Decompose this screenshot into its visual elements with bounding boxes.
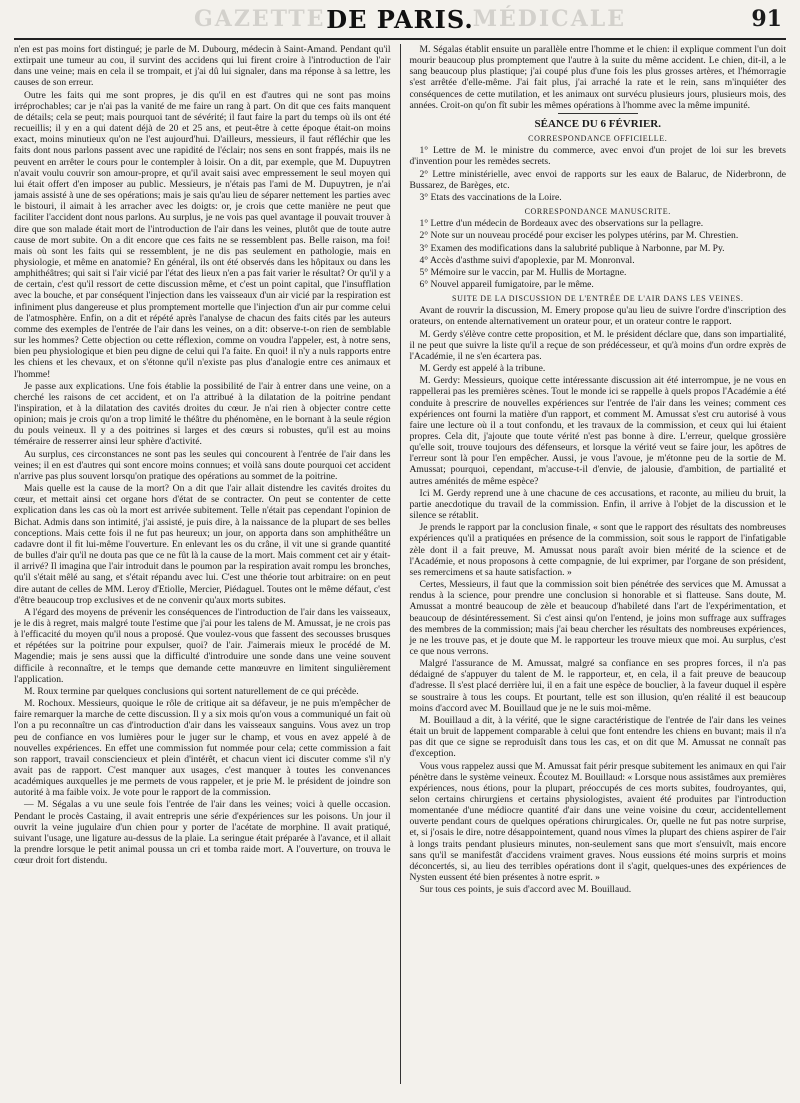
paragraph: M. Rochoux. Messieurs, quoique le rôle de critique ait sa défaveur, je ne puis m'empêcher de faire remarquer la marche de cette discussion. Il y a six mois qu'on vous a communiqué un fait où l'on a pu reconnaître un cas d'introduction d'air dans les vaisseaux sanguins. Vous avez un trop peu de confiance en vos lumières pour le juger sur le champ, et vous en avez appelé à de nouvelles expériences. En effet une commission fut nommée pour cela; cette commission a fait son rapport, travail consciencieux et plein d'intérêt, et chacun vient ici discuter comme s'il n'y avait pas de rapport. C'est manquer aux usages, c'est manquer à toutes les convenances académiques auxquelles je me permets de vous rappeler, et je prie M. le président de joindre son autorité à ma faible voix. Je vote pour le rapport de la commission. (14, 698, 391, 799)
text-columns (14, 44, 786, 1084)
list-item: 1° Lettre d'un médecin de Bordeaux avec des observations sur la pellagre. (419, 218, 704, 230)
section-heading-manuscript: CORRESPONDANCE MANUSCRITE. (524, 207, 671, 217)
paragraph: Je prends le rapport par la conclusion finale, « sont que le rapport des résultats des nombreuses expériences qu'il a pratiquées en présence de la commission, soit sous le rapport de l'infatigable zèle dont il a fait preuve, M. Amussat nous paraît avoir bien mérité de la science et de l'Académie, et nous proposons à cette compagnie, de lui exprimer, par l'organe de son président, ses remercimens et sa haute satisfaction. » (409, 522, 786, 578)
paragraph: n'en est pas moins fort distingué; je parle de M. Dubourg, médecin à Saint-Amand. Pendant qu'il extirpait une tumeur au cou, il survint des accidens qui lui firent croire à l'introduction de l'air dans une veine; mais en cela il se trompait, et j'ai dû lui signaler, dans ma réponse à sa lettre, les causes de son erreur. (14, 44, 391, 89)
list-item: 3° Etats des vaccinations de la Loire. (419, 191, 562, 203)
list-item: 3° Examen des modifications dans la salubrité publique à Narbonne, par M. Py. (419, 242, 725, 254)
left-column (14, 44, 400, 1084)
paragraph: M. Gerdy est appelé à la tribune. (419, 363, 546, 375)
paragraph: — M. Ségalas a vu une seule fois l'entrée de l'air dans les veines; voici à quelle occasion. Pendant le procès Castaing, il avait entrepris une série d'expériences sur les poisons. Un jour il ouvrit la veine jugulaire d'un chien pour y porter de l'acétate de morphine. Il avait pratiqué, suivant l'usage, une ligature au-dessus de la plaie. La seringue était préparée à l'avance, et il allait la prendre lorsque le petit animal poussa un cri et tomba raide mort. A l'ouverture, on trouva le cœur droit fort distendu. (14, 799, 391, 867)
paragraph: M. Ségalas établit ensuite un parallèle entre l'homme et le chien: il explique comment l'un doit mourir beaucoup plus promptement que l'autre à la suite du même accident. Le chien, dit-il, a le sang beaucoup plus plastique; j'ai coupé plus d'une fois les plus grosses artères, et l'hémorragie s'est arrêtée d'elle-même. J'ai fait plus, j'ai arraché la rate et le rein, sans m'inquiéter des conséquences de cette mutilation, et les animaux ont survécu plusieurs jours, plusieurs mois, des années. Croit-on qu'on fît subir les mêmes opérations à l'homme avec la même impunité. (409, 44, 786, 111)
masthead (14, 0, 786, 40)
list-item: 6° Nouvel appareil fumigatoire, par le même. (419, 278, 594, 290)
paragraph: Je passe aux explications. Une fois établie la possibilité de l'air à entrer dans une veine, on a cherché les raisons de cet accident, et on l'a attribué à la dilatation de la poitrine pendant l'inspiration, et à la dilatation des cavités droites du cœur. Je n'ai rien à objecter contre cette opinion; mais je crois qu'on a trop limité le théâtre du phénomène, en le bornant à la seule région du pouls veineux. Il y a des poitrines si larges et des cœurs si robustes, qu'il est au moins téméraire de resserrer ainsi leur sphère d'activité. (14, 380, 391, 448)
list-item: 2° Lettre ministérielle, avec envoi de rapports sur les eaux de Balaruc, de Niderbronn, de Bussarez, de Barèges, etc. (409, 168, 786, 191)
paragraph: Ici M. Gerdy reprend une à une chacune de ces accusations, et raconte, au milieu du bruit, la partie anecdotique du travail de la commission. Enfin, il arrive à l'objet de la discussion et le silence se rétablit. (409, 487, 786, 522)
page-title: DE PARIS. (326, 4, 474, 34)
paragraph: Outre les faits qui me sont propres, je dis qu'il en est d'autres qui ne sont pas moins irréprochables; car je n'ai pas la vanité de me faire un rang à part. On dit que ces faits manquent de détails; cela se peut; mais pourquoi tant de sévérité; il faut faire la part du temps où ils ont été recueillis; il y en a qui datent déjà de 20 et 25 ans, et peut-être à cette époque était-on moins exact, moins minutieux qu'on ne l'est aujourd'hui. D'ailleurs, messieurs, il faut réfléchir que les faits dont nous parlons passent avec une rapidité de l'éclair; nos sens en sont frappés, mais ils ne peuvent en arrêter le cours pour le contempler à loisir. On a dit, par exemple, que M. Dupuytren n'avait voulu couvrir son amour-propre, et qu'il avait saisi avec empressement le seul moyen qui lui était offert d'en imposer au public. Messieurs, je n'étais pas l'ami de M. Dupuytren, je n'ai jamais assisté à une de ses opérations; mais je sais qu'au lieu de séparer nettement les parties avec le bistouri, il aimait à les arracher avec les doigts: or, je crois que cette manière ne peut que faciliter l'accident dont nous parlons. Au surplus, je ne vois pas quel avantage il pouvait trouver à dire que son malade était mort de l'introduction de l'air dans les veines, plutôt que de toute autre cause de mort subite. On a dit encore que ces faits ne se ressemblent pas. Belle raison, ma foi! mais où sont les faits qui se ressemblent, je ne dis pas seulement en pathologie, mais en physiologie, et même en anatomie? En général, ils ont été observés dans les hôpitaux ou dans les amphithéâtres; qui sait si l'air vicié par l'état des lieux n'en a pas fait varier le résultat? Or qu'il y a de certain, c'est qu'il ressort de cette discussion même, et c'est un point capital, que l'insufflation avec la bouche, et par conséquent l'injection dans les vaisseaux d'un air vicié par la respiration est infiniment plus dangereuse et plus promptement mortelle que l'injection d'un air pur comme celui de l'atmosphère. Enfin, on a dit et répété après l'analyse de chacun des faits cités par les auteurs comme des exemples de l'entrée de l'air dans les veines, on a dit: observe-t-on rien de semblable sur les hommes? Cette objection ou cette réflexion, comme on voudra l'appeler, est, à notre sens, bien peu physiologique et bien peu digne de celui qui l'a faite. En quoi! il n'y a nuls rapports entre les chiens et les chevaux, et on s'étonne qu'il n'existe pas plus d'analogie entre ces animaux et l'homme! (14, 89, 391, 380)
paragraph: Sur tous ces points, je suis d'accord avec M. Bouillaud. (419, 884, 632, 896)
bleed-through-text-left: GAZETTE (194, 6, 326, 32)
paragraph: Au surplus, ces circonstances ne sont pas les seules qui concourent à l'entrée de l'air dans les veines; il en est d'autres qui sont encore moins connues; et voilà sans doute pourquoi cet accident n'arrive pas plus souvent lorsqu'on pratique des opérations au sommet de la poitrine. (14, 448, 391, 482)
list-item: 1° Lettre de M. le ministre du commerce, avec envoi d'un projet de loi sur les brevets d'invention pour les remèdes secrets. (409, 145, 786, 168)
paragraph: M. Gerdy: Messieurs, quoique cette intéressante discussion ait été interrompue, je ne vous en rappellerai pas les premières scènes. Tout le monde ici se rappelle à quels propos l'Académie a été conduite à prescrire de nouvelles expériences sur l'entrée de l'air dans les veines; comment ces expériences ont fourni la matière d'un rapport, et comment M. Amussat s'est cru autorisé à vous faire une lecture où il a tout confondu, et les travaux de la commission, et ceux qui lui étaient propres. Cela dit, j'ajoute que toute vérité n'est pas bonne à dire. L'erreur, quelque grossière qu'elle soit, trouve toujours des défenseurs, et lorsque la vérité veut se faire jour, les apôtres de l'erreur sont là pour l'en empêcher. Aussi, je vous l'avoue, je m'étonne peu de la sortie de M. Amussat; pourquoi, cependant, m'accuse-t-il d'envie, de jalousie, d'ambition, de partialité et autres aménités de même espèce? (409, 375, 786, 487)
paragraph: Avant de rouvrir la discussion, M. Emery propose qu'au lieu de suivre l'ordre d'inscription des orateurs, on entende alternativement un orateur pour, et un orateur contre le rapport. (409, 305, 786, 328)
list-item: 4° Accès d'asthme suivi d'apoplexie, par M. Monronval. (419, 254, 635, 266)
bleed-through-text-right: MÉDICALE (472, 6, 626, 32)
divider (558, 113, 638, 114)
section-heading-official: CORRESPONDANCE OFFICIELLE. (528, 134, 668, 144)
paragraph: Malgré l'assurance de M. Amussat, malgré sa confiance en ses propres forces, il n'a pas dédaigné de s'appuyer du talent de M. le rapporteur, et, en cela, il a fait preuve de beaucoup d'adresse. Il s'est placé derrière lui, il en a fait une espèce de bouclier, à la faveur duquel il espère se soustraire à tous les coups. Et pourtant, telle est son illusion, qu'en réalité il est beaucoup moins d'accord avec M. Bouillaud que je ne le suis moi-même. (409, 658, 786, 714)
paragraph: Certes, Messieurs, il faut que la commission soit bien pénétrée des services que M. Amussat a rendus à la science, pour prendre une conclusion si honorable et si flatteuse. Sans doute, M. Amussat a montré beaucoup de zèle et beaucoup d'habileté dans l'art de l'expérimentation, et beaucoup de désintéressement. Si c'est ainsi qu'on l'entend, je joins mon suffrage aux suffrages des membres de la commission; mais j'ai beau chercher les résultats des nombreuses expériences, je ne les trouve pas, et je doute que M. le rapporteur les trouve mieux que moi. Au surplus, c'est ce que nous verrons. (409, 579, 786, 657)
session-heading: SÉANCE DU 6 FÉVRIER. (534, 117, 662, 130)
right-column (401, 44, 787, 1084)
paragraph: M. Bouillaud a dit, à la vérité, que le signe caractéristique de l'entrée de l'air dans les veines était un bruit de lappement comparable à celui que font entendre les chiens en buvant; mais il n'a pas dit que ce signe se reproduisît dans tous les cas, et on dit que M. Amussat ne connaît pas d'exception. (409, 714, 786, 760)
paragraph: M. Gerdy s'élève contre cette proposition, et M. le président déclare que, dans son impartialité, il ne peut que suivre la liste qu'il a reçue de son prédécesseur, et qu'à moins d'un ordre exprès de l'Académie, il ne s'en écartera pas. (409, 328, 786, 362)
list-item: 2° Note sur un nouveau procédé pour exciser les polypes utérins, par M. Chrestien. (419, 230, 739, 242)
paragraph: Mais quelle est la cause de la mort? On a dit que l'air allait distendre les cavités droites du cœur, et mettait ainsi cet organe hors d'état de se contracter. On peut se contenter de cette explication dans les cas où la mort est arrivée subitement. Telle n'était pas cependant l'opinion de Bichat. Admis dans son intimité, j'ai assisté, je puis dire, à la naissance de la plupart de ses belles conceptions. Mais cette fois il ne fut pas heureux; un jour, on apporta dans son amphithéâtre un cadavre dont il fit lui-même l'ouverture. En enlevant les os du crâne, il vit une si grande quantité de bulles d'air qu'il ne douta pas que ce ne fût là la cause de la mort. Mais comment cet air y était-il arrivé? Il imagina que l'air introduit dans le poumon par la respiration avait rompu les bronches, qu'il s'était mêlé au sang, et s'était répandu avec lui. C'est une théorie tout arbitraire: on en peut dire autant de celles de MM. Leroy d'Etiolle, Mercier, Piédaguel. Toutes ont le même défaut, c'est d'être beaucoup trop exclusives et de ne convenir qu'aux morts subites. (14, 483, 391, 606)
paragraph: A l'égard des moyens de prévenir les conséquences de l'introduction de l'air dans les vaisseaux, je le dis à regret, mais malgré toute l'estime que j'ai pour les talens de M. Amussat, je ne crois pas à l'efficacité du moyen qu'il nous a proposé. Que voulez-vous que fassent des secousses brusques et répétées sur la poitrine pour expulser, quoi? de l'air. J'aimerais mieux le procédé de M. Magendie; mais je sens aussi que la difficulté d'introduire une sonde dans une veine souvent difficile à reconnaître, et le temps que demande cette manœuvre en limitent singulièrement l'application. (14, 606, 391, 685)
paragraph: Vous vous rappelez aussi que M. Amussat fait périr presque subitement les animaux en qui l'air pénètre dans le système veineux. Écoutez M. Bouillaud: « Lorsque nous assistâmes aux premières expériences, nous étions, pour la plupart, préoccupés de ces morts subites, foudroyantes, qui, selon certains chirurgiens et certains physiologistes, avaient été produites par l'introduction momentanée d'une médiocre quantité d'air dans une veine voisine du cœur, accidentellement ouverte pendant cours de quelques opérations chirurgicales. Or, quelle ne fut pas notre surprise, et, si j'osais le dire, notre désappointement, quand nous vîmes la plupart des chiens aspirer de l'air à longs traits pendant plusieurs minutes, non-seulement sans que mort s'ensuivît, mais encore sans qu'il se manifestât d'accidens vraiment graves. Nous eussions été moins surpris et moins déconcertés, si, au lieu des terribles opérations dont il s'agit, quelques-unes des expériences de Nysten eussent été bien présentes à notre esprit. » (409, 760, 786, 884)
paragraph: M. Roux termine par quelques conclusions qui sortent naturellement de ce qui précède. (24, 685, 359, 697)
page-number: 91 (751, 6, 782, 32)
list-item: 5° Mémoire sur le vaccin, par M. Hullis de Mortagne. (419, 266, 627, 278)
section-heading-discussion: SUITE DE LA DISCUSSION DE L'ENTRÉE DE L'AIR DANS LES VEINES. (452, 294, 744, 304)
